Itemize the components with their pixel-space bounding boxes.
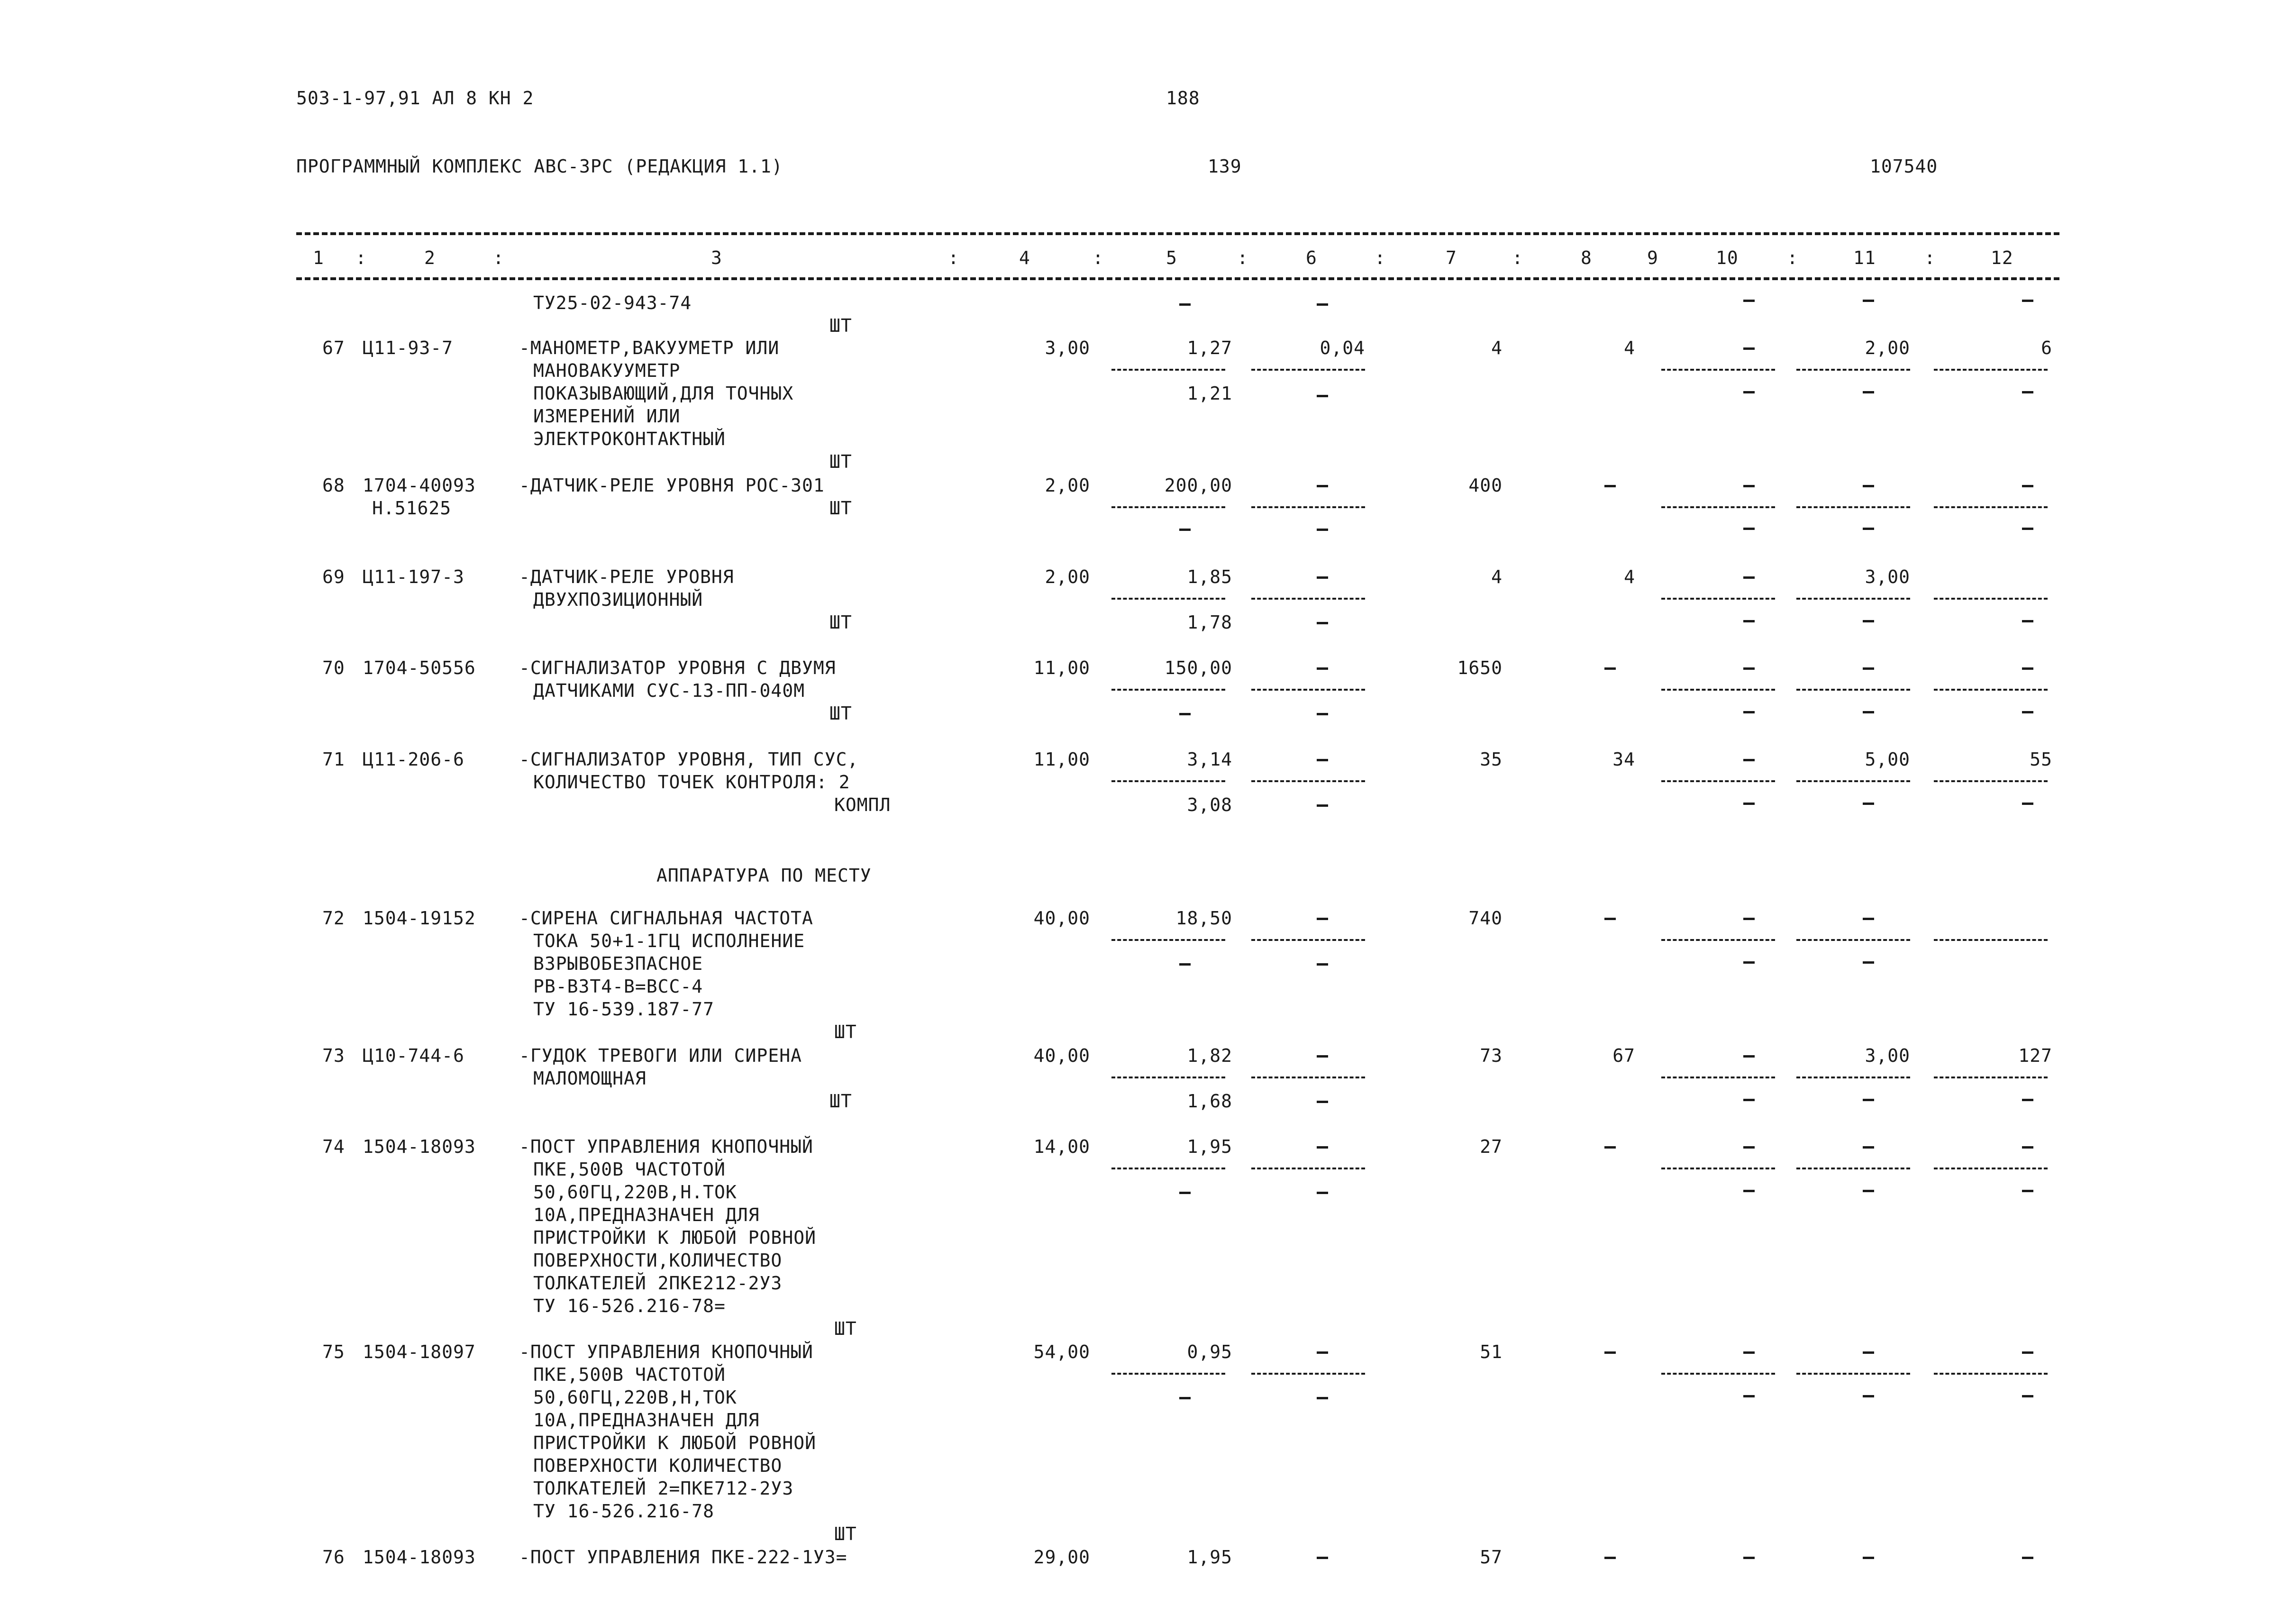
price-divider [1111, 598, 1225, 600]
price-divider [1111, 939, 1225, 941]
empty-mark [1863, 391, 1874, 393]
cell-divider [1796, 780, 1910, 782]
row-description: ПКЕ,500В ЧАСТОТОЙ [533, 1159, 726, 1180]
col-sep: : [355, 247, 367, 268]
col-6: 6 [1306, 247, 1317, 268]
price-divider [1251, 369, 1365, 371]
sheet-number: 139 [1208, 156, 1242, 177]
col-sep: : [1787, 247, 1798, 268]
price-divider [1251, 506, 1365, 508]
row-unit-price: 150,00 [1164, 657, 1232, 678]
row-quantity: 2,00 [1045, 566, 1090, 587]
col-4: 4 [1019, 247, 1030, 268]
row-unit: КОМПЛ [834, 794, 891, 815]
cell-divider [1661, 689, 1775, 691]
empty-mark [1863, 1099, 1874, 1101]
cell-divider [1796, 1168, 1910, 1169]
price-divider [1111, 780, 1225, 782]
empty-mark [1317, 1192, 1328, 1194]
row-code-2: Н.51625 [372, 498, 452, 519]
empty-mark [1863, 803, 1874, 805]
cell-divider [1661, 598, 1775, 600]
row-total: 400 [1468, 475, 1503, 496]
empty-mark [2022, 1557, 2033, 1559]
empty-mark [1863, 1557, 1874, 1559]
row-description: -ГУДОК ТРЕВОГИ ИЛИ СИРЕНА [519, 1045, 802, 1066]
empty-mark [1743, 759, 1755, 761]
row-unit: ШТ [829, 612, 852, 633]
row-code: 1504-18093 [363, 1136, 476, 1157]
empty-mark [1743, 576, 1755, 579]
row-code: Ц11-93-7 [363, 338, 454, 358]
price-divider [1251, 1077, 1365, 1078]
row-col-12: 6 [2041, 338, 2052, 358]
header-bottom-rule [296, 277, 2059, 280]
row-number: 67 [322, 338, 345, 358]
row-code: Ц11-197-3 [363, 566, 464, 587]
cell-divider [1934, 369, 2048, 371]
row-description: 10А,ПРЕДНАЗНАЧЕН ДЛЯ [533, 1204, 760, 1225]
row-total: 27 [1480, 1136, 1503, 1157]
row-description: -ДАТЧИК-РЕЛЕ УРОВНЯ РОС-301 [519, 475, 825, 496]
row-description: МАЛОМОЩНАЯ [533, 1068, 647, 1089]
program-title: ПРОГРАММНЫЙ КОМПЛЕКС АВС-3РС (РЕДАКЦИЯ 1.1) [296, 156, 783, 177]
row-description: 50,60ГЦ,220В,Н.ТОК [533, 1182, 737, 1203]
row-description: ВЗРЫВОБЕЗПАСНОЕ [533, 953, 703, 974]
empty-mark [1317, 1146, 1328, 1149]
empty-mark [1743, 347, 1755, 350]
empty-mark [1317, 1101, 1328, 1103]
carry-over-unit: ШТ [829, 315, 852, 336]
row-unit-price-2: 1,78 [1187, 612, 1232, 633]
row-number: 68 [322, 475, 345, 496]
row-number: 74 [322, 1136, 345, 1157]
row-description: РВ-ВЗТ4-В=ВСС-4 [533, 976, 703, 997]
cell-divider [1661, 369, 1775, 371]
empty-mark [1863, 1190, 1874, 1192]
empty-mark [1863, 1146, 1874, 1149]
row-col-8: 67 [1612, 1045, 1635, 1066]
empty-mark [1743, 667, 1755, 670]
row-code: Ц11-206-6 [363, 749, 464, 770]
row-unit: ШТ [834, 1022, 857, 1042]
empty-mark [1743, 918, 1755, 920]
empty-mark [2022, 528, 2033, 530]
empty-mark [1317, 804, 1328, 807]
row-col-11: 2,00 [1865, 338, 1910, 358]
row-col-11: 3,00 [1865, 1045, 1910, 1066]
row-description: ТУ 16-539.187-77 [533, 999, 715, 1020]
empty-mark [1863, 667, 1874, 670]
empty-mark [1863, 528, 1874, 530]
empty-mark [1743, 1395, 1755, 1397]
row-code: 1704-50556 [363, 657, 476, 678]
empty-mark [1743, 711, 1755, 713]
empty-mark [1743, 391, 1755, 393]
empty-mark [2022, 391, 2033, 393]
cell-divider [1934, 1077, 2048, 1078]
row-description: -СИГНАЛИЗАТОР УРОВНЯ, ТИП СУС, [519, 749, 859, 770]
empty-mark [1863, 1395, 1874, 1397]
cell-divider [1934, 780, 2048, 782]
cell-divider [1661, 506, 1775, 508]
col-11: 11 [1853, 247, 1876, 268]
row-description: ПРИСТРОЙКИ К ЛЮБОЙ РОВНОЙ [533, 1227, 816, 1248]
col-3: 3 [711, 247, 722, 268]
row-description: ДАТЧИКАМИ СУС-13-ПП-040М [533, 680, 805, 701]
empty-mark [1179, 713, 1191, 715]
row-number: 76 [322, 1547, 345, 1568]
row-unit-price: 1,27 [1187, 338, 1232, 358]
cell-divider [1661, 1077, 1775, 1078]
row-total: 4 [1491, 566, 1503, 587]
empty-mark [1743, 1557, 1755, 1559]
empty-mark [1863, 485, 1874, 487]
empty-mark [2022, 711, 2033, 713]
row-description: ТОЛКАТЕЛЕЙ 2=ПКЕ712-2У3 [533, 1478, 794, 1499]
col-sep: : [948, 247, 959, 268]
top-rule [296, 232, 2059, 235]
empty-mark [1179, 1192, 1191, 1194]
row-total: 740 [1468, 908, 1503, 929]
empty-mark [2022, 620, 2033, 622]
empty-mark [1179, 303, 1191, 306]
row-unit: ШТ [834, 1524, 857, 1544]
empty-mark [1604, 485, 1616, 487]
empty-mark [1317, 963, 1328, 966]
cell-divider [1796, 598, 1910, 600]
section-title: АППАРАТУРА ПО МЕСТУ [656, 865, 872, 886]
empty-mark [1317, 303, 1328, 306]
row-description: ПОВЕРХНОСТИ КОЛИЧЕСТВО [533, 1455, 783, 1476]
empty-mark [1604, 918, 1616, 920]
empty-mark [2022, 1395, 2033, 1397]
row-unit-price: 200,00 [1164, 475, 1232, 496]
row-description: 10А,ПРЕДНАЗНАЧЕН ДЛЯ [533, 1410, 760, 1431]
cell-divider [1796, 369, 1910, 371]
row-unit: ШТ [829, 1091, 852, 1112]
row-code: 1704-40093 [363, 475, 476, 496]
row-unit: ШТ [829, 451, 852, 472]
row-col-12: 55 [2030, 749, 2052, 770]
row-number: 75 [322, 1341, 345, 1362]
empty-mark [1743, 1099, 1755, 1101]
empty-mark [1317, 576, 1328, 579]
row-unit-price-2: 3,08 [1187, 794, 1232, 815]
cell-divider [1934, 506, 2048, 508]
price-divider [1111, 689, 1225, 691]
row-total: 57 [1480, 1547, 1503, 1568]
row-quantity: 11,00 [1033, 749, 1090, 770]
price-divider [1251, 939, 1365, 941]
price-divider [1251, 1168, 1365, 1169]
cell-divider [1796, 689, 1910, 691]
empty-mark [1743, 1190, 1755, 1192]
row-total: 4 [1491, 338, 1503, 358]
col-sep: : [1093, 247, 1104, 268]
price-divider [1111, 1168, 1225, 1169]
empty-mark [1317, 622, 1328, 624]
row-quantity: 14,00 [1033, 1136, 1090, 1157]
row-code: 1504-18093 [363, 1547, 476, 1568]
empty-mark [2022, 803, 2033, 805]
price-divider [1111, 506, 1225, 508]
empty-mark [1743, 1146, 1755, 1149]
cell-divider [1934, 689, 2048, 691]
row-description: ТУ 16-526.216-78 [533, 1501, 715, 1522]
row-description: МАНОВАКУУМЕТР [533, 360, 681, 381]
empty-mark [1317, 1557, 1328, 1559]
row-col-11: 5,00 [1865, 749, 1910, 770]
col-sep: : [493, 247, 504, 268]
row-description: ТОКА 50+1-1ГЦ ИСПОЛНЕНИЕ [533, 931, 805, 951]
row-code: 1504-19152 [363, 908, 476, 929]
row-description: ТОЛКАТЕЛЕЙ 2ПКЕ212-2У3 [533, 1273, 783, 1294]
empty-mark [1317, 1055, 1328, 1058]
row-description: -СИГНАЛИЗАТОР УРОВНЯ С ДВУМЯ [519, 657, 836, 678]
row-unit-price: 1,95 [1187, 1136, 1232, 1157]
col-2: 2 [424, 247, 436, 268]
empty-mark [1317, 918, 1328, 920]
row-number: 73 [322, 1045, 345, 1066]
row-unit: ШТ [834, 1318, 857, 1339]
row-total: 73 [1480, 1045, 1503, 1066]
row-total: 1650 [1457, 657, 1503, 678]
row-description: ПОВЕРХНОСТИ,КОЛИЧЕСТВО [533, 1250, 783, 1271]
price-divider [1111, 369, 1225, 371]
row-code: Ц10-744-6 [363, 1045, 464, 1066]
row-quantity: 3,00 [1045, 338, 1090, 358]
empty-mark [2022, 667, 2033, 670]
cell-divider [1796, 939, 1910, 941]
row-unit: ШТ [829, 498, 852, 519]
page-number: 188 [1166, 88, 1200, 109]
row-description: ПРИСТРОЙКИ К ЛЮБОЙ РОВНОЙ [533, 1432, 816, 1453]
empty-mark [1317, 485, 1328, 487]
price-divider [1251, 780, 1365, 782]
row-description: ЭЛЕКТРОКОНТАКТНЫЙ [533, 429, 726, 449]
empty-mark [1743, 1351, 1755, 1354]
cell-divider [1796, 1373, 1910, 1375]
empty-mark [1317, 1397, 1328, 1399]
row-description: ТУ 16-526.216-78= [533, 1296, 726, 1316]
row-number: 70 [322, 657, 345, 678]
col-1: 1 [313, 247, 324, 268]
row-description: -ДАТЧИК-РЕЛЕ УРОВНЯ [519, 566, 734, 587]
empty-mark [2022, 1351, 2033, 1354]
row-description: ИЗМЕРЕНИЙ ИЛИ [533, 406, 681, 427]
cell-divider [1796, 506, 1910, 508]
row-description: -ПОСТ УПРАВЛЕНИЯ КНОПОЧНЫЙ [519, 1341, 813, 1362]
row-unit-price-2: 1,68 [1187, 1091, 1232, 1112]
row-code: 1504-18097 [363, 1341, 476, 1362]
price-divider [1111, 1373, 1225, 1375]
empty-mark [1317, 667, 1328, 670]
price-divider [1251, 689, 1365, 691]
empty-mark [1743, 620, 1755, 622]
col-sep: : [1512, 247, 1523, 268]
row-quantity: 29,00 [1033, 1547, 1090, 1568]
empty-mark [1863, 300, 1874, 302]
empty-mark [2022, 1146, 2033, 1149]
row-description: -ПОСТ УПРАВЛЕНИЯ ПКЕ-222-1У3= [519, 1547, 847, 1568]
empty-mark [1604, 1351, 1616, 1354]
empty-mark [1179, 1397, 1191, 1399]
row-quantity: 11,00 [1033, 657, 1090, 678]
empty-mark [2022, 485, 2033, 487]
empty-mark [1317, 529, 1328, 531]
row-total: 35 [1480, 749, 1503, 770]
cell-divider [1661, 1168, 1775, 1169]
empty-mark [1179, 963, 1191, 966]
row-unit-price: 1,82 [1187, 1045, 1232, 1066]
row-unit-price: 0,95 [1187, 1341, 1232, 1362]
row-quantity: 2,00 [1045, 475, 1090, 496]
empty-mark [1863, 961, 1874, 964]
price-divider [1251, 598, 1365, 600]
cell-divider [1934, 1373, 2048, 1375]
cell-divider [1934, 1168, 2048, 1169]
col-12: 12 [1991, 247, 2013, 268]
empty-mark [1743, 1055, 1755, 1058]
row-description: 50,60ГЦ,220В,Н,ТОК [533, 1387, 737, 1408]
row-quantity: 54,00 [1033, 1341, 1090, 1362]
row-col-8: 34 [1612, 749, 1635, 770]
empty-mark [1317, 759, 1328, 761]
row-description: ПКЕ,500В ЧАСТОТОЙ [533, 1364, 726, 1385]
cell-divider [1796, 1077, 1910, 1078]
row-unit-price: 3,14 [1187, 749, 1232, 770]
cell-divider [1934, 939, 2048, 941]
cell-divider [1661, 1373, 1775, 1375]
cell-divider [1661, 780, 1775, 782]
row-unit-price: 1,95 [1187, 1547, 1232, 1568]
empty-mark [1863, 1351, 1874, 1354]
empty-mark [1863, 918, 1874, 920]
row-description: ПОКАЗЫВАЮЩИЙ,ДЛЯ ТОЧНЫХ [533, 383, 794, 404]
col-9: 9 [1647, 247, 1658, 268]
col-8: 8 [1581, 247, 1592, 268]
row-unit-price: 1,85 [1187, 566, 1232, 587]
row-total: 51 [1480, 1341, 1503, 1362]
col-sep: : [1237, 247, 1248, 268]
row-col-12: 127 [2018, 1045, 2052, 1066]
empty-mark [1604, 1146, 1616, 1149]
col-sep: : [1375, 247, 1386, 268]
empty-mark [1317, 713, 1328, 715]
row-unit: ШТ [829, 703, 852, 724]
row-col-8: 4 [1624, 338, 1635, 358]
row-quantity: 40,00 [1033, 908, 1090, 929]
row-description: -СИРЕНА СИГНАЛЬНАЯ ЧАСТОТА [519, 908, 813, 929]
row-description: -ПОСТ УПРАВЛЕНИЯ КНОПОЧНЫЙ [519, 1136, 813, 1157]
empty-mark [1604, 667, 1616, 670]
row-number: 71 [322, 749, 345, 770]
document-number: 107540 [1870, 156, 1938, 177]
empty-mark [1179, 529, 1191, 531]
row-description: -МАНОМЕТР,ВАКУУМЕТР ИЛИ [519, 338, 780, 358]
row-number: 69 [322, 566, 345, 587]
cell-divider [1934, 598, 2048, 600]
empty-mark [2022, 300, 2033, 302]
row-unit-price-2: 1,21 [1187, 383, 1232, 404]
document-code: 503-1-97,91 АЛ 8 КН 2 [296, 88, 534, 109]
empty-mark [1317, 1351, 1328, 1354]
row-number: 72 [322, 908, 345, 929]
empty-mark [1604, 1557, 1616, 1559]
empty-mark [1863, 620, 1874, 622]
empty-mark [1743, 961, 1755, 964]
row-quantity: 40,00 [1033, 1045, 1090, 1066]
price-divider [1251, 1373, 1365, 1375]
row-col-6: 0,04 [1320, 338, 1365, 358]
empty-mark [2022, 1190, 2033, 1192]
row-description: ДВУХПОЗИЦИОННЫЙ [533, 589, 703, 610]
empty-mark [1743, 803, 1755, 805]
col-sep: : [1924, 247, 1936, 268]
row-col-8: 4 [1624, 566, 1635, 587]
empty-mark [1863, 711, 1874, 713]
col-7: 7 [1446, 247, 1457, 268]
carry-over-spec: ТУ25-02-943-74 [533, 292, 692, 313]
empty-mark [2022, 1099, 2033, 1101]
empty-mark [1743, 485, 1755, 487]
empty-mark [1743, 300, 1755, 302]
empty-mark [1317, 395, 1328, 397]
price-divider [1111, 1077, 1225, 1078]
col-5: 5 [1166, 247, 1177, 268]
cell-divider [1661, 939, 1775, 941]
row-col-11: 3,00 [1865, 566, 1910, 587]
row-unit-price: 18,50 [1175, 908, 1232, 929]
row-description: КОЛИЧЕСТВО ТОЧЕК КОНТРОЛЯ: 2 [533, 772, 850, 793]
col-10: 10 [1716, 247, 1739, 268]
empty-mark [1743, 528, 1755, 530]
